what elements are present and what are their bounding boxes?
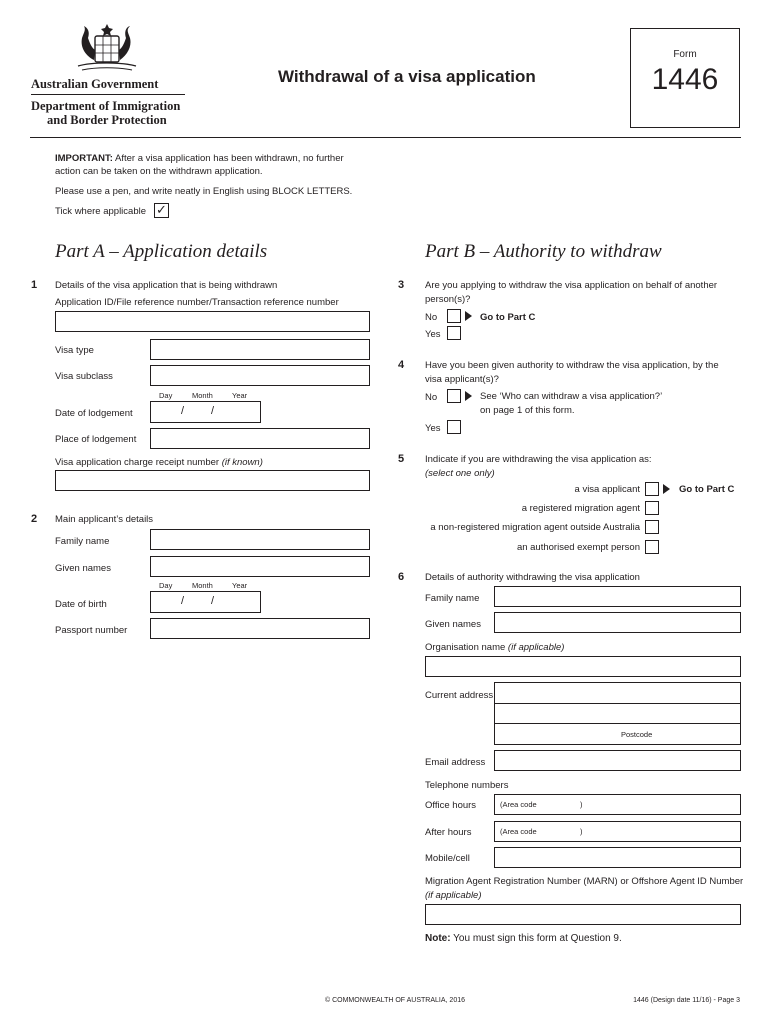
- q5-option-exempt-person-label: an authorised exempt person: [516, 542, 640, 553]
- q5-option-registered-agent-checkbox[interactable]: [645, 501, 659, 515]
- organisation-name-input[interactable]: [425, 656, 741, 677]
- visa-type-label: Visa type: [55, 345, 94, 356]
- copyright-text: © COMMONWEALTH OF AUSTRALIA, 2016: [325, 997, 465, 1004]
- dob-year-caption: Year: [232, 581, 248, 590]
- date-separator: /: [181, 405, 185, 417]
- date-of-lodgement-label: Date of lodgement: [55, 408, 133, 419]
- organisation-name-note: (if applicable): [507, 642, 565, 653]
- important-label: IMPORTANT:: [55, 153, 113, 164]
- receipt-number-text: Visa application charge receipt number: [55, 457, 220, 468]
- authority-family-name-input[interactable]: [494, 586, 741, 607]
- marn-input[interactable]: [425, 904, 741, 925]
- part-b-heading: Part B – Authority to withdraw: [425, 241, 662, 262]
- applicant-given-names-input[interactable]: [150, 556, 370, 577]
- authority-given-names-label: Given names: [425, 619, 481, 630]
- organisation-name-text: Organisation name: [425, 642, 506, 653]
- applicant-given-names-label: Given names: [55, 563, 111, 574]
- office-hours-label: Office hours: [425, 800, 477, 811]
- current-address-input[interactable]: [494, 682, 741, 745]
- visa-subclass-label: Visa subclass: [55, 371, 113, 382]
- authority-family-name-label: Family name: [425, 593, 480, 604]
- question-4-text-line-2: visa applicant(s)?: [425, 374, 499, 385]
- arrow-right-icon: [465, 311, 472, 321]
- question-3-number: 3: [398, 279, 405, 291]
- q5-goto-part-c: Go to Part C: [679, 484, 735, 495]
- department-line-2: and Border Protection: [47, 113, 167, 127]
- applicant-family-name-input[interactable]: [150, 529, 370, 550]
- date-separator: /: [211, 595, 215, 607]
- email-address-label: Email address: [425, 757, 486, 768]
- question-3-text-line-1: Are you applying to withdraw the visa application on behalf of another: [425, 280, 718, 291]
- q5-option-visa-applicant-label: a visa applicant: [574, 484, 640, 495]
- part-a-heading: Part A – Application details: [55, 241, 268, 262]
- marn-label-line-2: (if applicable): [425, 890, 482, 901]
- lodgement-month-caption: Month: [192, 391, 213, 400]
- check-mark-icon: ✓: [156, 202, 167, 217]
- marn-label-line-1: Migration Agent Registration Number (MARN) or Offshore Agent ID Number: [425, 876, 744, 887]
- q5-option-exempt-person-checkbox[interactable]: [645, 540, 659, 554]
- question-5-number: 5: [398, 453, 405, 465]
- address-line-divider: [495, 723, 740, 724]
- q3-no-checkbox[interactable]: [447, 309, 461, 323]
- place-of-lodgement-label: Place of lodgement: [55, 434, 137, 445]
- q3-yes-checkbox[interactable]: [447, 326, 461, 340]
- postcode-caption: Postcode: [621, 730, 653, 739]
- q3-no-label: No: [425, 312, 438, 323]
- important-text: After a visa application has been withdrawn, no further: [112, 153, 344, 164]
- q4-yes-checkbox[interactable]: [447, 420, 461, 434]
- coat-of-arms-logo: [68, 18, 146, 76]
- dob-month-caption: Month: [192, 581, 213, 590]
- application-reference-label: Application ID/File reference number/Transaction reference number: [55, 297, 339, 308]
- question-4-text-line-1: Have you been given authority to withdraw the visa application, by the: [425, 360, 719, 371]
- question-2-number: 2: [31, 513, 38, 525]
- date-separator: /: [181, 595, 185, 607]
- after-hours-label: After hours: [425, 827, 472, 838]
- example-tick-box: [154, 203, 169, 218]
- address-line-divider: [495, 703, 740, 704]
- question-3-text-line-2: person(s)?: [425, 294, 471, 305]
- important-text-line-2: action can be taken on the withdrawn application.: [55, 166, 263, 177]
- question-2-text: Main applicant’s details: [55, 514, 154, 525]
- question-1-text: Details of the visa application that is being withdrawn: [55, 280, 278, 291]
- after-area-code-open: (Area code: [500, 827, 537, 836]
- tick-instruction: Tick where applicable: [55, 206, 146, 217]
- office-hours-phone-input[interactable]: [494, 794, 741, 815]
- q3-goto-part-c: Go to Part C: [480, 312, 536, 323]
- q5-option-non-registered-agent-label: a non-registered migration agent outside Australia: [430, 522, 640, 533]
- lodgement-day-caption: Day: [159, 391, 173, 400]
- receipt-number-input[interactable]: [55, 470, 370, 491]
- mobile-label: Mobile/cell: [425, 853, 470, 864]
- question-5-text-line-2: (select one only): [425, 468, 495, 479]
- page-number-text: 1446 (Design date 11/16) - Page 3: [633, 997, 740, 1004]
- receipt-number-label: [55, 457, 263, 468]
- application-reference-input[interactable]: [55, 311, 370, 332]
- organisation-name-label: [425, 642, 564, 653]
- arrow-right-icon: [465, 391, 472, 401]
- mobile-input[interactable]: [494, 847, 741, 868]
- passport-number-input[interactable]: [150, 618, 370, 639]
- after-hours-phone-input[interactable]: [494, 821, 741, 842]
- q4-see-note-line-1: See ‘Who can withdraw a visa application?’: [480, 391, 663, 402]
- q5-option-visa-applicant-checkbox[interactable]: [645, 482, 659, 496]
- authority-given-names-input[interactable]: [494, 612, 741, 633]
- receipt-number-note: (if known): [221, 457, 263, 468]
- question-6-number: 6: [398, 571, 405, 583]
- office-area-code-open: (Area code: [500, 800, 537, 809]
- office-area-code-close: ): [580, 800, 583, 809]
- q5-option-registered-agent-label: a registered migration agent: [521, 503, 640, 514]
- date-of-lodgement-input[interactable]: [150, 401, 261, 423]
- passport-number-label: Passport number: [55, 625, 128, 636]
- q4-no-checkbox[interactable]: [447, 389, 461, 403]
- q3-yes-label: Yes: [425, 329, 441, 340]
- signature-note: [425, 933, 622, 944]
- question-6-text: Details of authority withdrawing the visa application: [425, 572, 640, 583]
- q5-option-non-registered-agent-checkbox[interactable]: [645, 520, 659, 534]
- department-line-1: Department of Immigration: [31, 99, 181, 113]
- note-label: Note:: [425, 933, 451, 944]
- dob-day-caption: Day: [159, 581, 173, 590]
- q4-yes-label: Yes: [425, 423, 441, 434]
- page-title: Withdrawal of a visa application: [278, 67, 536, 86]
- question-4-number: 4: [398, 359, 405, 371]
- header-rule-left: [31, 94, 185, 95]
- after-area-code-close: ): [580, 827, 583, 836]
- email-address-input[interactable]: [494, 750, 741, 771]
- form-number: 1446: [651, 63, 719, 96]
- q4-see-note-line-2: on page 1 of this form.: [480, 405, 575, 416]
- important-notice: [55, 153, 344, 164]
- q4-no-label: No: [425, 392, 438, 403]
- header-divider: [30, 137, 741, 138]
- current-address-label: Current address: [425, 690, 494, 701]
- question-1-number: 1: [31, 279, 38, 291]
- lodgement-year-caption: Year: [232, 391, 248, 400]
- visa-subclass-input[interactable]: [150, 365, 370, 386]
- applicant-family-name-label: Family name: [55, 536, 110, 547]
- block-letters-instruction: Please use a pen, and write neatly in English using BLOCK LETTERS.: [55, 186, 353, 197]
- place-of-lodgement-input[interactable]: [150, 428, 370, 449]
- date-of-birth-input[interactable]: [150, 591, 261, 613]
- government-name: Australian Government: [31, 77, 159, 91]
- visa-type-input[interactable]: [150, 339, 370, 360]
- question-5-text-line-1: Indicate if you are withdrawing the visa application as:: [425, 454, 652, 465]
- telephone-numbers-label: Telephone numbers: [425, 780, 509, 791]
- form-number-box: [630, 28, 740, 128]
- form-label: Form: [673, 49, 697, 60]
- date-of-birth-label: Date of birth: [55, 599, 107, 610]
- note-text: You must sign this form at Question 9.: [450, 933, 622, 944]
- date-separator: /: [211, 405, 215, 417]
- arrow-right-icon: [663, 484, 670, 494]
